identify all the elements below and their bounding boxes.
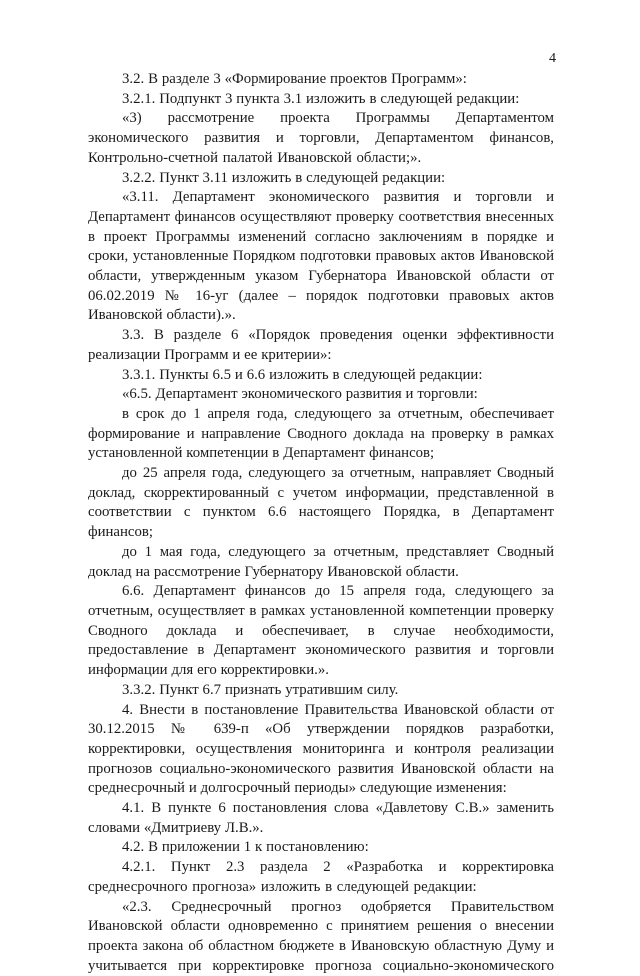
- paragraph-april-1: в срок до 1 апреля года, следующего за отчетным, обеспечивает формирование и направление Сводного доклада на проверку в рамках установленной компетенции в Департамент финансов;: [88, 405, 554, 462]
- paragraph-2-3: «2.3. Среднесрочный прогноз одобряется Правительством Ивановской области одновременно с принятием решения о внесении проекта закона об областном бюджете в Ивановскую областную Думу и учитывается при корректировке прогноза социально-экономического: [88, 898, 554, 974]
- paragraph-3-11: «3.11. Департамент экономического развития и торговли и Департамент финансов осуществляют проверку соответствия внесенных в проект Программы изменений согласно заключениям в порядке и сроки, установленные Порядком подготовки правовых актов Ивановской области, утвержденным указом Губернатора Ивановской области от 06.02.2019 № 16-уг (далее – порядок подготовки правовых актов Ивановской области).».: [88, 189, 554, 324]
- paragraph-april-25: до 25 апреля года, следующего за отчетным, направляет Сводный доклад, скорректированный с учетом информации, представленной в соответствии с пунктом 6.6 настоящего Порядка, в Департамент финансов;: [88, 465, 554, 541]
- paragraph-3-2-2: 3.2.2. Пункт 3.11 изложить в следующей редакции:: [122, 169, 446, 186]
- paragraph-subitem-3: «3) рассмотрение проекта Программы Департаментом экономического развития и торговли, Департаментом финансов, Контрольно-счетной палатой Ивановской области;».: [88, 110, 554, 166]
- paragraph-may-1: до 1 мая года, следующего за отчетным, представляет Сводный доклад на рассмотрение Губернатору Ивановской области.: [88, 543, 554, 580]
- paragraph-4: 4. Внести в постановление Правительства Ивановской области от 30.12.2015 № 639-п «Об утверждении порядков разработки, корректировки, осуществления мониторинга и контроля реализации прогнозов социально-экономического развития Ивановской области на среднесрочный и долгосрочный периоды» следующие изменения:: [88, 701, 554, 797]
- paragraph-6-5: «6.5. Департамент экономического развития и торговли:: [122, 386, 478, 403]
- paragraph-6-6: 6.6. Департамент финансов до 15 апреля года, следующего за отчетным, осуществляет в рамках установленной компетенции проверку Сводного доклада и обеспечивает, в случае необходимости, предоставление в Департамент экономического развития и торговли информации для его корректировки.».: [88, 583, 554, 679]
- page-number: 4: [549, 51, 556, 66]
- paragraph-4-2-1: 4.2.1. Пункт 2.3 раздела 2 «Разработка и корректировка среднесрочного прогноза» изложить в следующей редакции:: [88, 859, 554, 895]
- document-body: [88, 70, 554, 976]
- paragraph-3-2-1: 3.2.1. Подпункт 3 пункта 3.1 изложить в следующей редакции:: [122, 90, 520, 107]
- paragraph-3-3: 3.3. В разделе 6 «Порядок проведения оценки эффективности реализации Программ и ее критерии»:: [88, 327, 554, 363]
- paragraph-3-2: 3.2. В разделе 3 «Формирование проектов Программ»:: [122, 71, 467, 87]
- paragraph-4-2: 4.2. В приложении 1 к постановлению:: [122, 839, 369, 856]
- paragraph-3-3-1: 3.3.1. Пункты 6.5 и 6.6 изложить в следующей редакции:: [122, 366, 483, 383]
- paragraph-3-3-2: 3.3.2. Пункт 6.7 признать утратившим силу.: [122, 681, 399, 698]
- paragraph-4-1: 4.1. В пункте 6 постановления слова «Давлетову С.В.» заменить словами «Дмитриеву Л.В.».: [88, 800, 554, 836]
